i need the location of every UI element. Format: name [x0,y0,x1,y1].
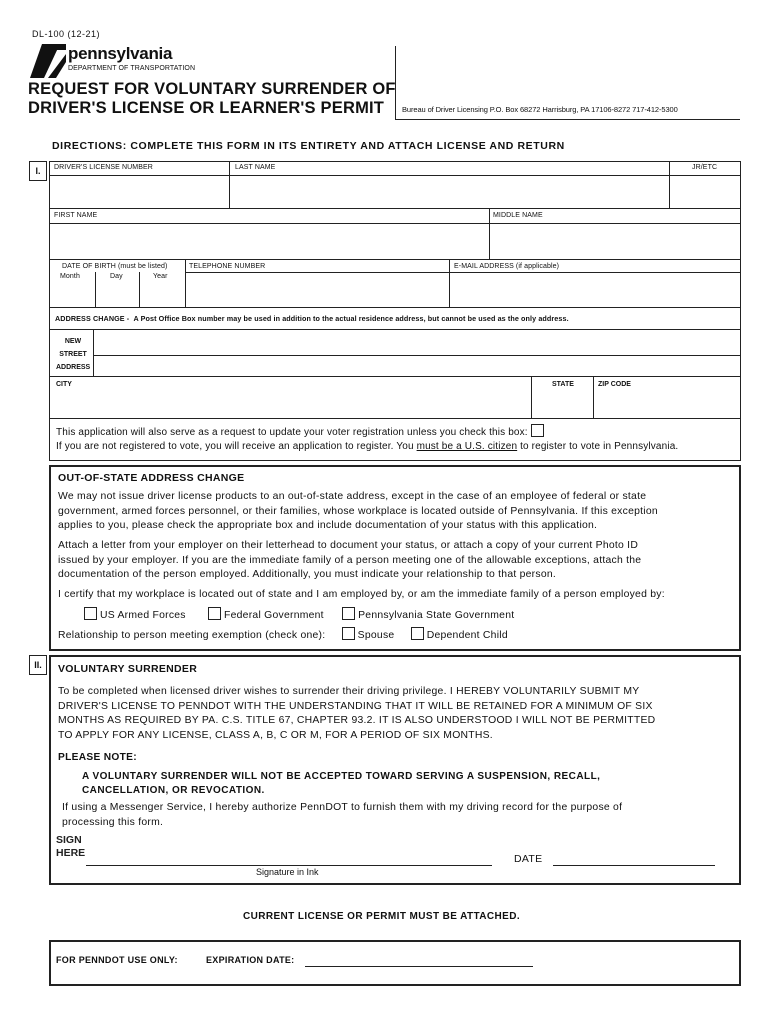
city-field[interactable] [52,392,529,416]
divider [139,272,140,307]
text-line: A VOLUNTARY SURRENDER WILL NOT BE ACCEPTED TOWARD SERVING A SUSPENSION, RECALL, [82,771,601,782]
text-line: We may not issue driver license products to an out-of-state address, except in the case of an employee of federal or state [58,491,647,502]
text-line: TO APPLY FOR ANY LICENSE, CLASS A, B, C OR M, FOR A PERIOD OF SIX MONTHS. [58,729,493,741]
dob-year-label: Year [153,273,168,280]
expiration-date-label: EXPIRATION DATE: [206,955,295,965]
divider [669,161,670,208]
first-name-field[interactable] [52,225,486,257]
federal-government-checkbox[interactable] [208,607,221,620]
city-label: CITY [56,381,72,388]
divider [93,355,741,356]
divider [49,208,741,209]
new-label: NEW [64,338,82,345]
zip-field[interactable] [595,392,739,416]
voter-text: to register to vote in Pennsylvania. [517,441,679,452]
middle-name-label: MIDDLE NAME [493,212,543,219]
divider [185,259,186,307]
header-divider [395,46,396,120]
divider [449,259,450,307]
bureau-address: Bureau of Driver Licensing P.O. Box 68272 Harrisburg, PA 17106-8272 717-412-5300 [402,105,678,114]
telephone-field[interactable] [187,274,448,305]
here-text: HERE [56,847,86,859]
dob-day-field[interactable] [97,283,138,305]
divider [593,376,594,418]
spouse-label: Spouse [357,630,395,641]
dob-month-label: Month [60,273,80,280]
expiration-date-field[interactable] [305,950,533,966]
divider [49,376,741,377]
please-note-text [82,770,600,798]
federal-government-label: Federal Government [224,610,324,621]
voter-text: If you are not registered to vote, you will receive an application to register. You [56,441,417,452]
divider [489,208,490,259]
text-line: Attach a letter from your employer on their letterhead to document your status, or attach a copy of your current Photo ID [58,540,639,551]
new-street-address-label [56,335,90,374]
us-armed-forces-checkbox[interactable] [84,607,97,620]
form-id: DL-100 (12-21) [32,29,101,39]
address-label: ADDRESS [56,364,91,371]
date-line [553,865,715,866]
header-rule [396,119,740,120]
voter-registration-line1 [56,424,547,438]
penndot-logo-icon [30,44,66,78]
pa-state-government-label: Pennsylvania State Government [358,610,515,621]
directions: DIRECTIONS: COMPLETE THIS FORM IN ITS ENTIRETY AND ATTACH LICENSE AND RETURN [52,140,565,152]
form-title-line1: REQUEST FOR VOLUNTARY SURRENDER OF [28,80,396,98]
section-1-marker: I. [29,161,47,181]
text-line: MONTHS AS REQUIRED BY PA. C.S. TITLE 67, CHAPTER 93.2. IT IS ALSO UNDERSTOOD I WILL NOT BE PERMITTED [58,715,656,726]
section-2-marker: II. [29,655,47,675]
relationship-row [58,627,508,644]
email-label: E-MAIL ADDRESS (if applicable) [454,263,560,270]
agency-dept: DEPARTMENT OF TRANSPORTATION [68,65,196,72]
text-line: government, armed forces personnel, or their families, whose workplace is located outside of Pennsylvania. If this exception [58,505,658,517]
date-field[interactable] [553,845,715,865]
agency-name: pennsylvania [68,44,173,63]
divider [49,175,741,176]
zip-label: ZIP CODE [598,381,631,388]
voter-registration-line2 [56,441,678,452]
text-line: DRIVER'S LICENSE TO PENNDOT WITH THE UNDERSTANDING THAT IT WILL BE RETAINED FOR A MINIMUM OF SIX [58,700,653,712]
divider [93,329,94,376]
sign-here-marker [56,834,85,860]
relationship-label: Relationship to person meeting exemption (check one): [58,630,326,641]
dob-label: DATE OF BIRTH (must be listed) [62,263,168,270]
citizen-requirement: must be a U.S. citizen [416,441,518,452]
us-armed-forces-label: US Armed Forces [100,610,186,621]
dob-day-label: Day [110,273,123,280]
surrender-statement [58,685,655,743]
text-line: issued by your employer. If you are the immediate family of a person meeting one of the allowable exceptions, attach the [58,554,642,566]
text-line: To be completed when licensed driver wishes to surrender their driving privilege. I HEREBY VOLUNTARILY SUBMIT MY [58,686,640,697]
please-note-label: PLEASE NOTE: [58,752,137,763]
divider [531,376,532,418]
address-change-label: ADDRESS CHANGE - [55,314,130,323]
voter-text: This application will also serve as a request to update your voter registration unless you check this box: [56,427,528,438]
telephone-label: TELEPHONE NUMBER [189,263,266,270]
divider [49,307,741,308]
divider [95,272,96,307]
spouse-checkbox[interactable] [342,627,355,640]
signature-field[interactable] [86,836,490,864]
penndot-use-label: FOR PENNDOT USE ONLY: [56,955,178,965]
divider [49,329,741,330]
employer-options [84,607,514,624]
attach-license-note: CURRENT LICENSE OR PERMIT MUST BE ATTACHED. [243,911,521,922]
form-title-line2: DRIVER'S LICENSE OR LEARNER'S PERMIT [28,99,385,117]
text-line: processing this form. [62,816,164,828]
divider [229,161,230,208]
state-field[interactable] [533,392,591,416]
text-line: applies to you, please check the appropriate box and include documentation of your status with this application. [58,520,598,531]
text-line: CANCELLATION, OR REVOCATION. [82,785,265,796]
dependent-child-label: Dependent Child [426,630,508,641]
last-name-label: LAST NAME [235,164,276,171]
text-line: If using a Messenger Service, I hereby authorize PennDOT to furnish them with my driving record for the purpose of [62,802,623,813]
dl-number-field[interactable] [52,177,227,207]
address-change-text: A Post Office Box number may be used in addition to the actual residence address, but cannot be used as the only address. [133,314,569,323]
jr-etc-label: JR/ETC [692,164,718,171]
state-label: STATE [552,381,574,388]
email-field[interactable] [451,274,739,305]
dob-year-field[interactable] [141,283,184,305]
divider [49,223,741,224]
dl-number-label: DRIVER'S LICENSE NUMBER [54,164,153,171]
out-of-state-heading: OUT-OF-STATE ADDRESS CHANGE [58,472,245,484]
expiration-date-line [305,966,533,967]
out-of-state-paragraph-1 [58,490,658,534]
messenger-service-text [62,801,622,830]
divider [185,272,741,273]
jr-etc-field[interactable] [671,177,739,207]
street-label: STREET [59,351,87,358]
voter-optout-checkbox[interactable] [531,424,544,437]
date-label: DATE [514,853,543,865]
signature-line [86,865,492,866]
address-change-note [55,314,569,323]
text-line: documentation of the person employed. Additionally, you must indicate your relationship to that person. [58,569,557,580]
divider [49,418,741,419]
voluntary-surrender-heading: VOLUNTARY SURRENDER [58,663,198,675]
pa-state-government-checkbox[interactable] [342,607,355,620]
signature-caption: Signature in Ink [256,867,319,877]
street-address-field-2[interactable] [95,357,739,375]
first-name-label: FIRST NAME [54,212,98,219]
dob-month-field[interactable] [51,283,94,305]
sign-text: SIGN [56,834,82,846]
out-of-state-paragraph-2 [58,539,641,583]
dependent-child-checkbox[interactable] [411,627,424,640]
last-name-field[interactable] [231,177,667,207]
middle-name-field[interactable] [491,225,739,257]
certify-text: I certify that my workplace is located out of state and I am employed by, or am the immediate family of a person employed by: [58,589,665,600]
street-address-field-1[interactable] [95,331,739,353]
divider [49,259,741,260]
